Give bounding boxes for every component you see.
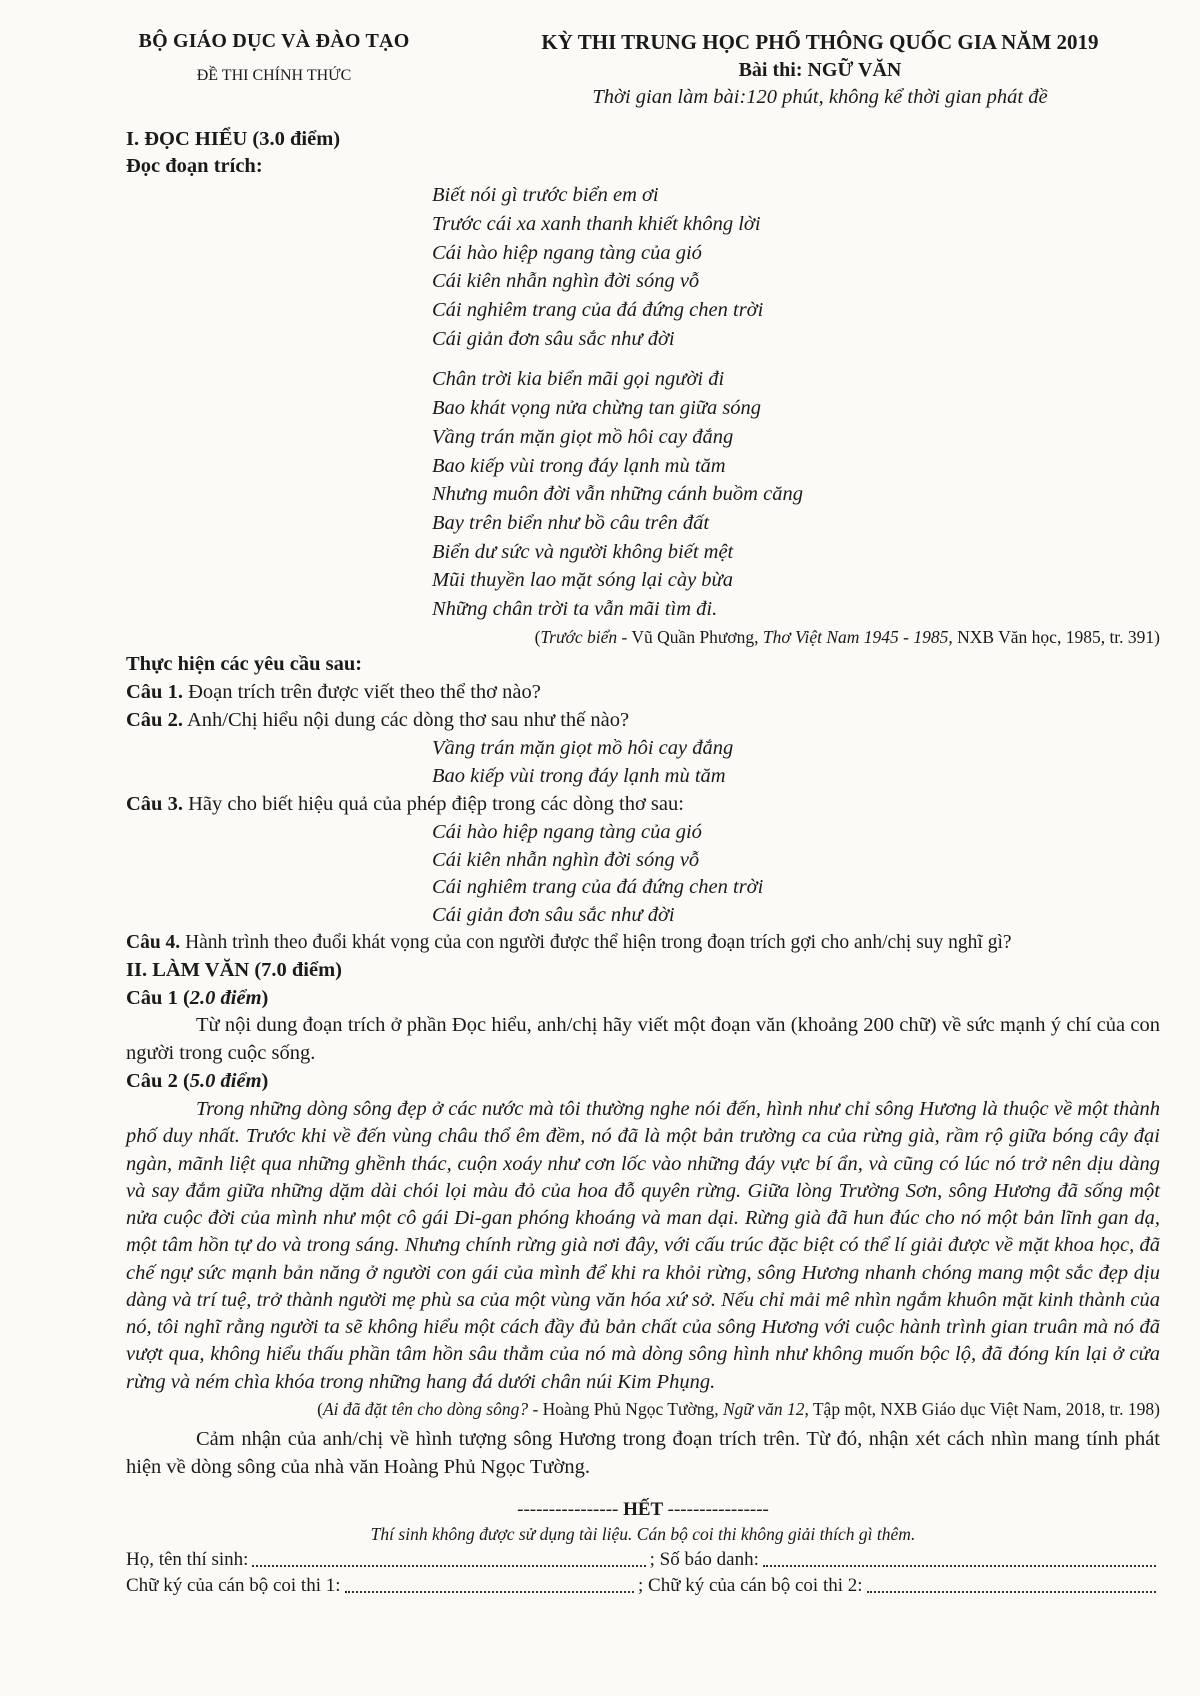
essay-2-excerpt: Trong những dòng sông đẹp ở các nước mà tôi thường nghe nói đến, hình như chỉ sông Hương là thuộc về một thành phố duy nhất. Trước khi về đến vùng châu thổ êm đềm, nó đã là một bản trường ca của rừng già, rầm rộ giữa bóng cây đại ngàn, mãnh liệt qua những ghềnh thác, cuộn xoáy như cơn lốc vào những đáy vực bí ẩn, và cũng có lúc nó trở nên dịu dàng và say đắm giữa những dặm dài chói lọi màu đỏ của hoa đỗ quyên rừng. Giữa lòng Trường Sơn, sông Hương đã sống một nửa cuộc đời của mình như một cô gái Di-gan phóng khoáng và man dại. Rừng già đã hun đúc cho nó một bản lĩnh gan dạ, một tâm hồn tự do và trong sáng. Nhưng chính rừng già nơi đây, với cấu trúc đặc biệt có thể lí giải được về mặt khoa học, đã chế ngự sức mạnh bản năng ở người con gái của mình để khi ra khỏi rừng, sông Hương nhanh chóng mang một sắc đẹp dịu dàng và trí tuệ, trở thành người mẹ phù sa của một vùng văn hóa xứ sở. Nếu chỉ mải mê nhìn ngắm khuôn mặt kinh thành của nó, tôi nghĩ rằng người ta sẽ không hiểu một cách đầy đủ bản chất của sông Hương với cuộc hành trình gian truân mà nó đã vượt qua, không hiểu thấu phần tâm hồn sâu thẳm của nó mà dòng sông hình như không muốn bộc lộ, đã đóng kín lại ở cửa rừng và ném chìa khóa trong những hang đá dưới chân núi Kim Phụng. (126, 1098, 1160, 1393)
official-label: ĐỀ THI CHÍNH THỨC (196, 67, 352, 85)
poem-line: Cái hào hiệp ngang tàng của gió (432, 241, 702, 264)
question-4: Câu 4. Hành trình theo đuổi khát vọng của con người được thể hiện trong đoạn trích gợi cho anh/chị suy nghĩ gì? (126, 932, 1012, 954)
candidate-info-line (126, 1547, 1160, 1573)
poem-line: Mũi thuyền lao mặt sóng lại cày bừa (432, 569, 733, 592)
ministry-name: BỘ GIÁO DỤC VÀ ĐÀO TẠO (138, 30, 410, 52)
exam-note: Thí sinh không được sử dụng tài liệu. Cán bộ coi thi không giải thích gì thêm. (370, 1524, 916, 1545)
exam-header (126, 28, 1160, 112)
poem-stanza-1 (432, 181, 1160, 353)
candidate-id-label: ; Số báo danh: (649, 1549, 759, 1571)
question-2: Câu 2. Anh/Chị hiểu nội dung các dòng thơ sau như thế nào? (126, 709, 630, 732)
exam-title: KỲ THI TRUNG HỌC PHỔ THÔNG QUỐC GIA NĂM 2019 (541, 30, 1099, 54)
question-1: Câu 1. Đoạn trích trên được viết theo thể thơ nào? (126, 681, 541, 704)
candidate-id-field (763, 1547, 1156, 1567)
header-left (114, 28, 434, 112)
question-3-quote (432, 819, 1160, 931)
candidate-name-field (252, 1547, 645, 1567)
poem-line: Trước cái xa xanh thanh khiết không lời (432, 213, 761, 236)
poem-line: Cái kiên nhẫn nghìn đời sóng vỗ (432, 270, 700, 293)
proctor-1-label: Chữ ký của cán bộ coi thi 1: (126, 1574, 341, 1596)
proctor-1-field (345, 1573, 634, 1593)
poem-line: Biết nói gì trước biển em ơi (432, 184, 659, 207)
essay-1-prompt: Từ nội dung đoạn trích ở phần Đọc hiểu, anh/chị hãy viết một đoạn văn (khoảng 200 chữ) về sức mạnh ý chí của con người trong cuộc sống. (126, 1014, 1160, 1065)
read-label: Đọc đoạn trích: (126, 155, 263, 178)
excerpt-source-work: Ai đã đặt tên cho dòng sông? (322, 1398, 529, 1419)
part1-title: I. ĐỌC HIỂU (3.0 điểm) (126, 127, 341, 150)
essay-2-label: Câu 2 (5.0 điểm) (126, 1070, 269, 1093)
poem-line: Cái giản đơn sâu sắc như đời (432, 327, 675, 350)
quoted-line: Cái nghiêm trang của đá đứng chen trời (432, 876, 764, 899)
poem-line: Bao kiếp vùi trong đáy lạnh mù tăm (432, 454, 726, 477)
end-marker: ---------------- HẾT ---------------- (517, 1499, 769, 1521)
quoted-line: Cái kiên nhẫn nghìn đời sóng vỗ (432, 848, 700, 871)
exam-subject: Bài thi: NGỮ VĂN (738, 58, 902, 81)
poem-stanza-2 (432, 365, 1160, 623)
poem-line: Bao khát vọng nửa chừng tan giữa sóng (432, 397, 762, 420)
poem-source-work: Trước biển (540, 626, 618, 647)
quoted-line: Bao kiếp vùi trong đáy lạnh mù tăm (432, 764, 726, 787)
poem-line: Biển dư sức và người không biết mệt (432, 540, 734, 563)
poem-line: Vầng trán mặn giọt mồ hôi cay đắng (432, 425, 734, 448)
poem-line: Những chân trời ta vẫn mãi tìm đi. (432, 597, 718, 620)
poem-excerpt (432, 181, 1160, 623)
quoted-line: Cái hào hiệp ngang tàng của gió (432, 820, 702, 843)
part2-title: II. LÀM VĂN (7.0 điểm) (126, 958, 343, 981)
candidate-name-label: Họ, tên thí sinh: (126, 1549, 249, 1571)
question-3: Câu 3. Hãy cho biết hiệu quả của phép điệp trong các dòng thơ sau: (126, 792, 684, 815)
essay-2-task: Cảm nhận của anh/chị về hình tượng sông Hương trong đoạn trích trên. Từ đó, nhận xét cách nhìn mang tính phát hiện về dòng sông của nhà văn Hoàng Phủ Ngọc Tường. (126, 1427, 1160, 1478)
exam-time: Thời gian làm bài:120 phút, không kể thời gian phát đề (592, 85, 1048, 108)
proctor-signature-line (126, 1573, 1160, 1599)
proctor-2-field (867, 1573, 1156, 1593)
poem-line: Nhưng muôn đời vẫn những cánh buồm căng (432, 483, 803, 506)
question-2-quote (432, 735, 1160, 791)
poem-source: (Trước biển - Vũ Quần Phương, Thơ Việt Nam 1945 - 1985, NXB Văn học, 1985, tr. 391) (534, 626, 1160, 647)
essay-1-label: Câu 1 (2.0 điểm) (126, 986, 269, 1009)
excerpt-source-book: Ngữ văn 12 (722, 1398, 805, 1419)
proctor-2-label: ; Chữ ký của cán bộ coi thi 2: (638, 1574, 863, 1596)
poem-source-book: Thơ Việt Nam 1945 - 1985 (762, 626, 949, 647)
quoted-line: Vầng trán mặn giọt mồ hôi cay đắng (432, 737, 734, 760)
excerpt-source: (Ai đã đặt tên cho dòng sông? - Hoàng Phủ Ngọc Tường, Ngữ văn 12, Tập một, NXB Giáo dục Việt Nam, 2018, tr. 198) (317, 1398, 1160, 1419)
poem-line: Bay trên biển như bồ câu trên đất (432, 511, 710, 534)
header-right (480, 28, 1160, 112)
tasks-label: Thực hiện các yêu cầu sau: (126, 653, 363, 676)
poem-line: Chân trời kia biển mãi gọi người đi (432, 368, 725, 391)
quoted-line: Cái giản đơn sâu sắc như đời (432, 904, 675, 927)
poem-line: Cái nghiêm trang của đá đứng chen trời (432, 299, 764, 322)
